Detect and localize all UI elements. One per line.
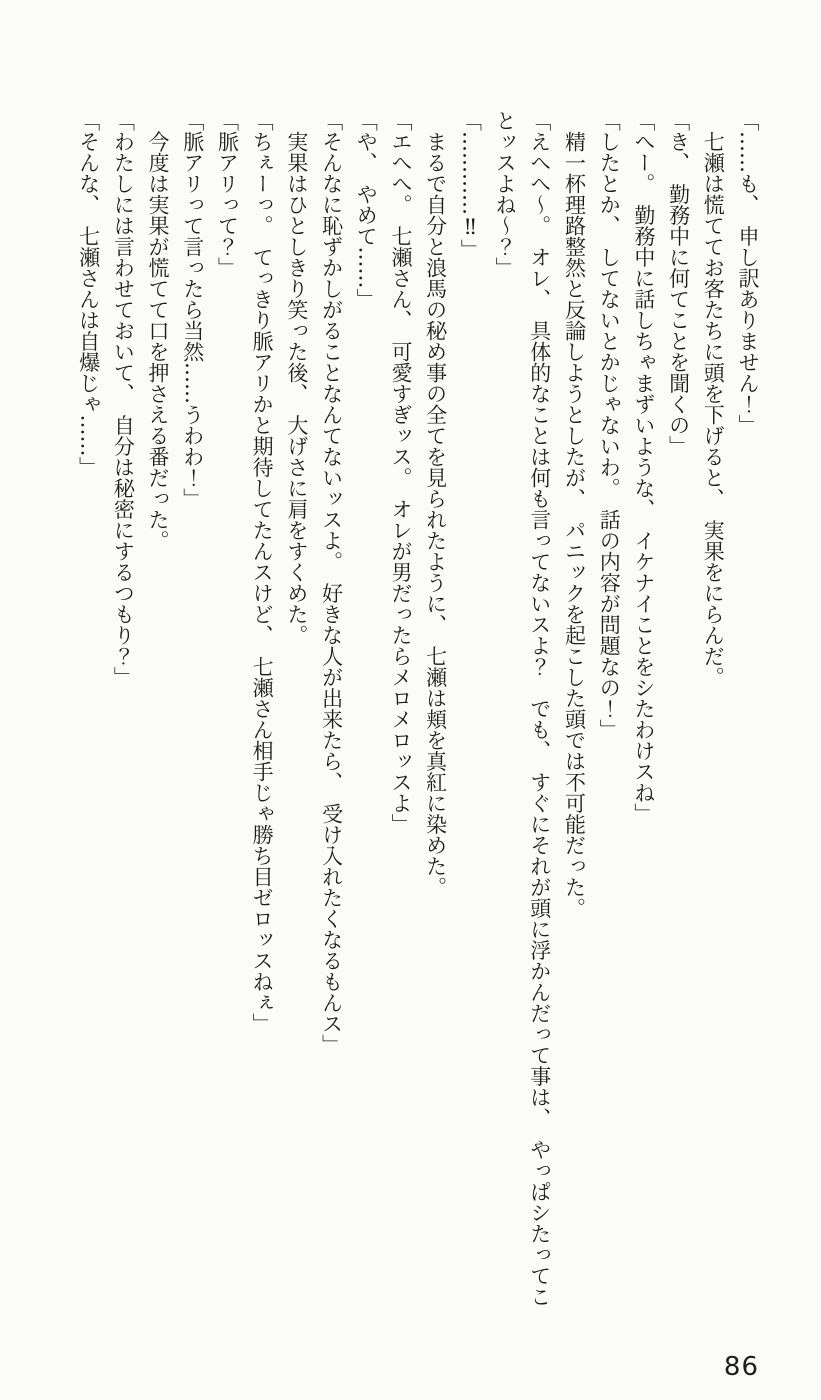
paragraph: 「へー。 勤務中に話しちゃまずいような、 イケナイことをシたわけスね」	[631, 110, 656, 824]
paragraph: 今度は実果が慌てて口を押さえる番だった。	[146, 131, 171, 551]
paragraph: まるで自分と浪馬の秘め事の全てを見られたように、 七瀬は頬を真紅に染めた。	[423, 131, 448, 898]
paragraph: 「わたしには言わせておいて、 自分は秘密にするつもり？」	[111, 110, 136, 688]
paragraph: 「そんなに恥ずかしがることなんてないッスよ。 好きな人が出来たら、 受け入れたくなるもんス」	[319, 110, 344, 1055]
paragraph: 「したとか、 してないとかじゃないわ。 話の内容が問題なの！」	[597, 110, 622, 740]
novel-text	[71, 110, 765, 1307]
paragraph: 「……も、 申し訳ありません！」	[736, 110, 760, 436]
paragraph: 「…………‼」	[458, 110, 483, 260]
paragraph: 「き、 勤務中に何てことを聞くの」	[666, 110, 691, 457]
paragraph: 「ちぇーっ。 てっきり脈アリかと期待してたんスけど、 七瀬さん相手じゃ勝ち目ゼロッスねぇ」	[250, 110, 275, 1034]
paragraph: 実果はひとしきり笑った後、 大げさに肩をすくめた。	[284, 131, 309, 646]
paragraph: 七瀬は慌ててお客たちに頭を下げると、 実果をにらんだ。	[701, 131, 726, 688]
paragraph: 「脈アリって言ったら当然……うわわ！」	[180, 110, 205, 509]
paragraph: 「や、 やめて……」	[354, 110, 379, 310]
page-number: 86	[723, 1352, 759, 1382]
paragraph: 「脈アリって？」	[215, 110, 240, 278]
paragraph: 「そんな、 七瀬さんは自爆じゃ……」	[76, 110, 101, 478]
paragraph: 精一杯理路整然と反論しようとしたが、 パニックを起こした頭では不可能だった。	[562, 131, 587, 919]
paragraph: 「エへへ。 七瀬さん、 可愛すぎッス。 オレが男だったらメロメロッスよ」	[388, 110, 413, 835]
paragraph: 「えへへ〜。 オレ、 具体的なことは何も言ってないスよ？ でも、 すぐにそれが頭に浮かんだって事は、 やっぱシたってことッスよね〜？」	[493, 110, 552, 1307]
